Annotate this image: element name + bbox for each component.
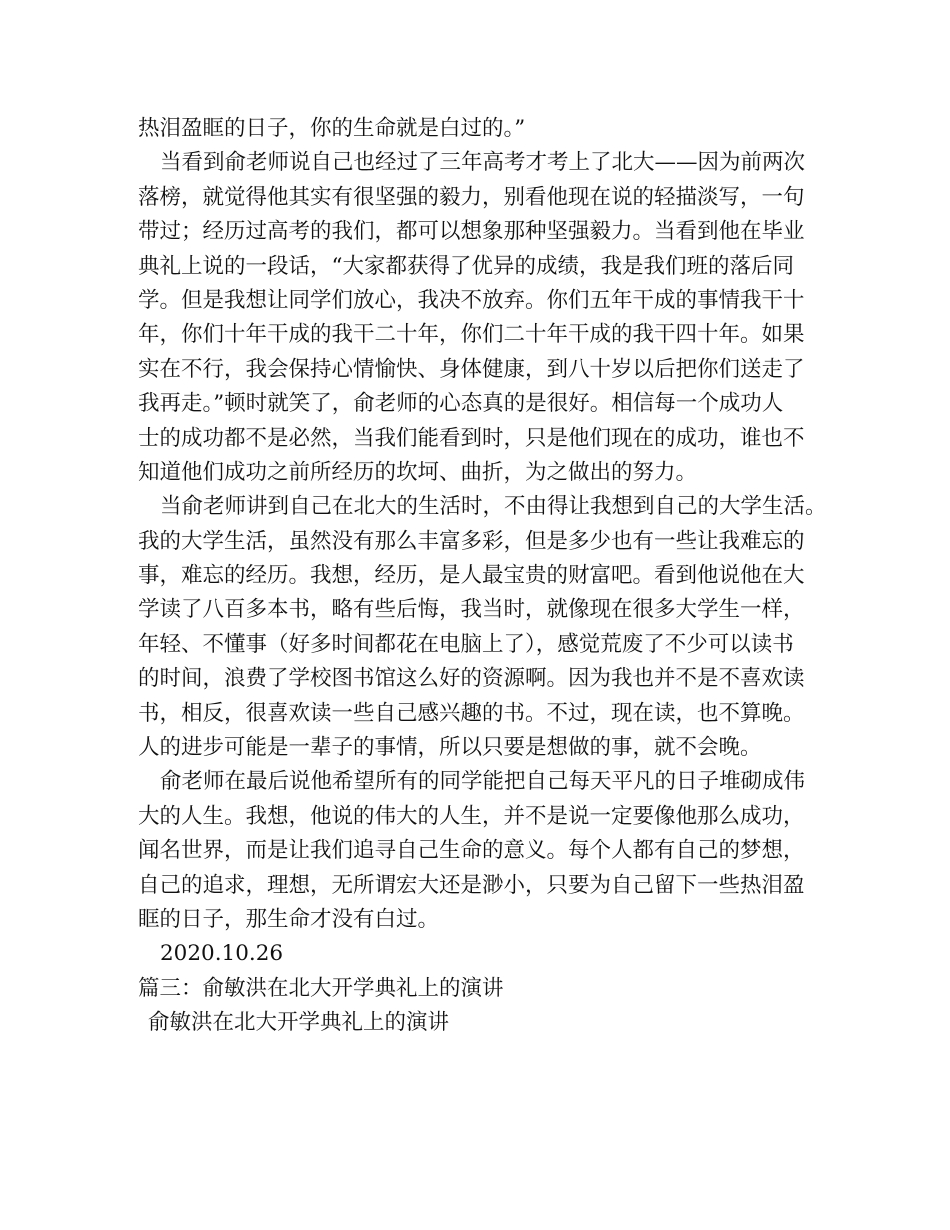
paragraph-start-line: 俞老师在最后说他希望所有的同学能把自己每天平凡的日子堆砌成伟 bbox=[160, 769, 806, 795]
text-line: 眶的日子，那生命才没有白过。 bbox=[138, 906, 440, 932]
text-line: 落榜，就觉得他其实有很坚强的毅力，别看他现在说的轻描淡写，一句 bbox=[138, 184, 805, 210]
section-heading: 篇三：俞敏洪在北大开学典礼上的演讲 bbox=[138, 975, 504, 1001]
paragraph-start-line: 当看到俞老师说自己也经过了三年高考才考上了北大——因为前两次 bbox=[160, 150, 806, 176]
text-line: 实在不行，我会保持心情愉快、身体健康，到八十岁以后把你们送走了 bbox=[138, 356, 805, 382]
text-line: 人的进步可能是一辈子的事情，所以只要是想做的事，就不会晚。 bbox=[138, 735, 762, 761]
text-line: 年，你们十年干成的我干二十年，你们二十年干成的我干四十年。如果 bbox=[138, 322, 805, 348]
text-line: 学读了八百多本书，略有些后悔，我当时，就像现在很多大学生一样， bbox=[138, 597, 805, 623]
text-line: 我的大学生活，虽然没有那么丰富多彩，但是多少也有一些让我难忘的 bbox=[138, 528, 805, 554]
text-line: 自己的追求，理想，无所谓宏大还是渺小，只要为自己留下一些热泪盈 bbox=[138, 872, 805, 898]
text-line: 闻名世界，而是让我们追寻自己生命的意义。每个人都有自己的梦想， bbox=[138, 838, 805, 864]
text-line: 知道他们成功之前所经历的坎坷、曲折，为之做出的努力。 bbox=[138, 459, 698, 485]
text-line: 典礼上说的一段话，“大家都获得了优异的成绩，我是我们班的落后同 bbox=[138, 253, 794, 279]
text-line: 学。但是我想让同学们放心，我决不放弃。你们五年干成的事情我干十 bbox=[138, 287, 805, 313]
document-body bbox=[138, 112, 828, 1041]
text-line: 大的人生。我想，他说的伟大的人生，并不是说一定要像他那么成功， bbox=[138, 803, 805, 829]
date-line: 2020.10.26 bbox=[160, 941, 284, 967]
text-line: 的时间，浪费了学校图书馆这么好的资源啊。因为我也并不是不喜欢读 bbox=[138, 666, 805, 692]
text-line: 我再走。”顿时就笑了，俞老师的心态真的是很好。相信每一个成功人 bbox=[138, 391, 784, 417]
text-line: 热泪盈眶的日子，你的生命就是白过的。” bbox=[138, 116, 526, 141]
text-line: 士的成功都不是必然，当我们能看到时，只是他们现在的成功，谁也不 bbox=[138, 425, 805, 451]
text-line: 带过；经历过高考的我们，都可以想象那种坚强毅力。当看到他在毕业 bbox=[138, 219, 805, 245]
text-line: 年轻、不懂事（好多时间都花在电脑上了），感觉荒废了不少可以读书 bbox=[138, 631, 794, 657]
paragraph-start-line: 当俞老师讲到自己在北大的生活时，不由得让我想到自己的大学生活。 bbox=[160, 494, 827, 520]
text-line: 事，难忘的经历。我想，经历，是人最宝贵的财富吧。看到他说他在大 bbox=[138, 563, 805, 589]
text-line: 书，相反，很喜欢读一些自己感兴趣的书。不过，现在读，也不算晚。 bbox=[138, 700, 805, 726]
section-subtitle: 俞敏洪在北大开学典礼上的演讲 bbox=[148, 1010, 450, 1036]
